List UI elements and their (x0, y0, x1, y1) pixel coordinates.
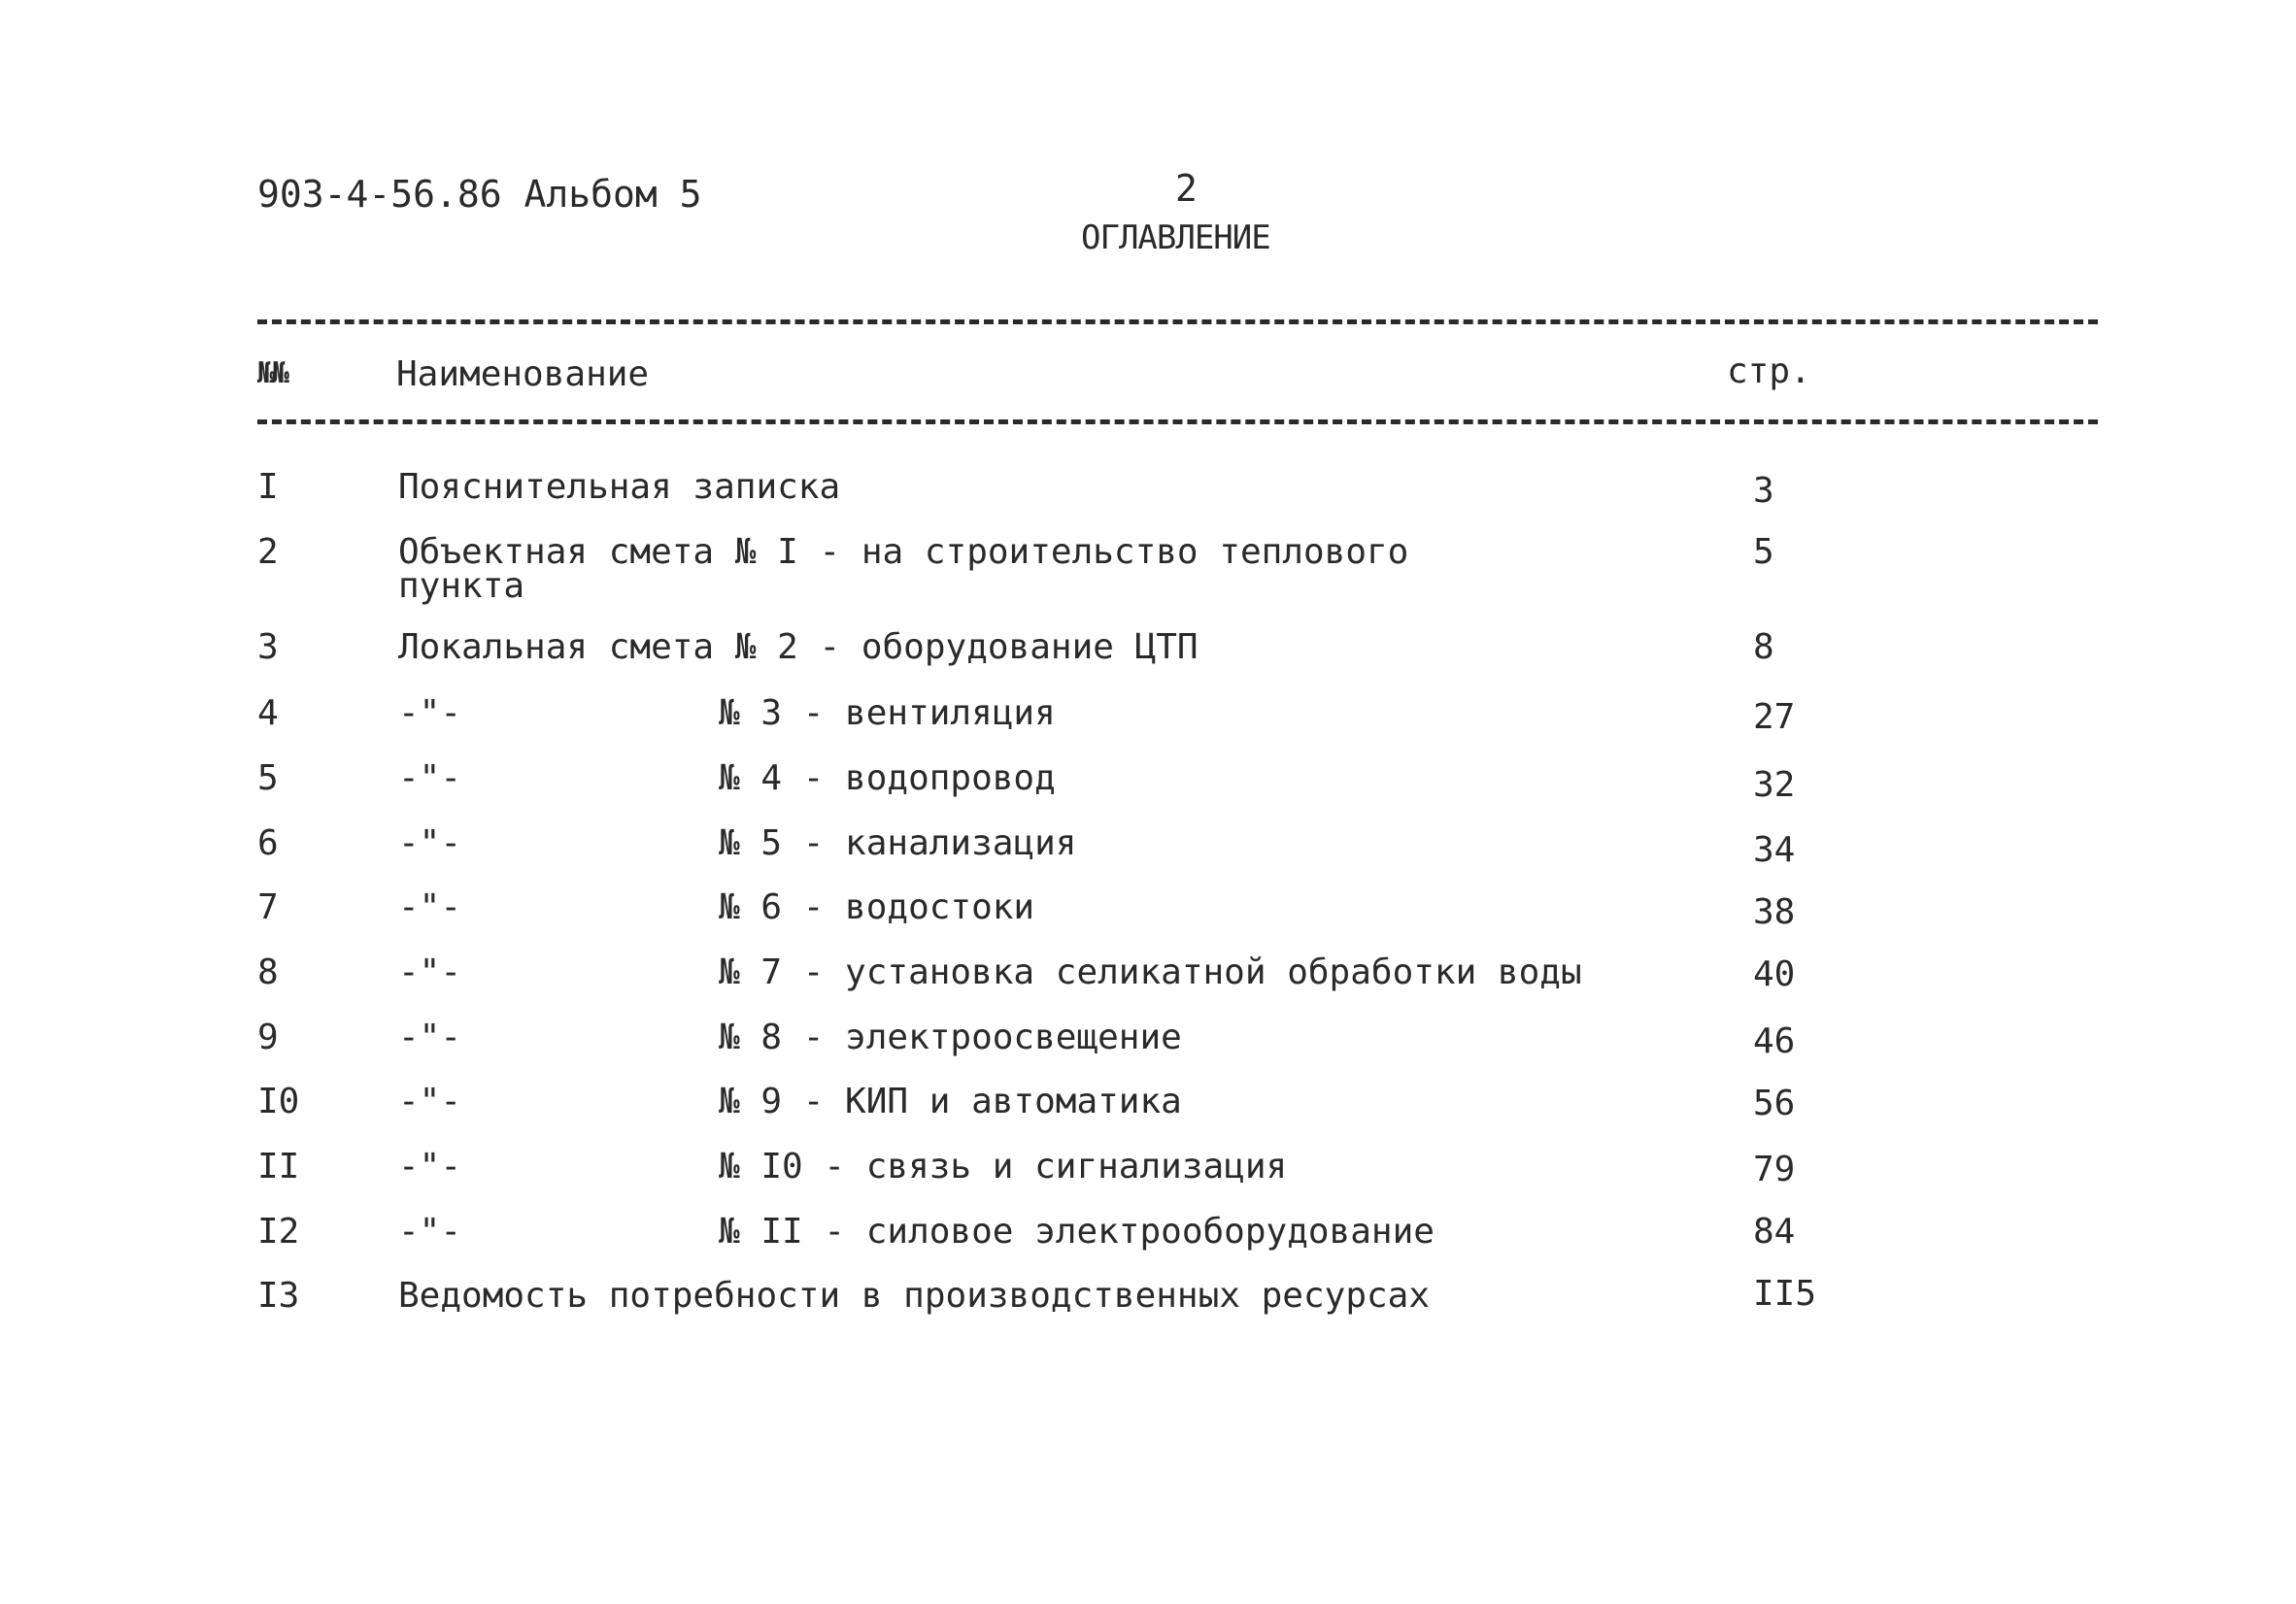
row-page: II5 (1753, 1274, 1817, 1314)
document-code: 903-4-56.86 Альбом 5 (257, 173, 702, 216)
row-title: Пояснительная записка (398, 467, 841, 507)
row-title-rest: № 8 - электроосвещение (719, 1018, 1182, 1057)
row-title-rest: № 6 - водостоки (719, 887, 1035, 927)
ditto-mark: -"- (398, 1018, 462, 1057)
row-title-rest: № 5 - канализация (719, 823, 1077, 863)
row-number: 5 (257, 758, 279, 798)
row-title: Локальная смета № 2 - оборудование ЦТП (398, 627, 1199, 667)
page-number: 2 (1175, 167, 1198, 210)
row-number: 3 (257, 627, 279, 667)
row-number: 4 (257, 693, 279, 733)
row-page: 79 (1753, 1150, 1796, 1189)
dashed-divider-bottom (257, 419, 2098, 424)
row-page: 8 (1753, 627, 1774, 667)
row-page: 46 (1753, 1021, 1796, 1061)
ditto-mark: -"- (398, 952, 462, 992)
row-number: I0 (257, 1082, 300, 1121)
row-number: 6 (257, 823, 279, 863)
row-number: I3 (257, 1276, 300, 1316)
ditto-mark: -"- (398, 1212, 462, 1252)
row-title-line-1: Объектная смета № I - на строительство теплового (398, 532, 1409, 572)
row-title-rest: № II - силовое электрооборудование (719, 1212, 1435, 1252)
row-page: 56 (1753, 1084, 1796, 1123)
row-title-rest: № 7 - установка селикатной обработки воды (719, 952, 1582, 992)
ditto-mark: -"- (398, 1082, 462, 1121)
row-page: 32 (1753, 765, 1796, 805)
column-header-name: Наименование (396, 354, 650, 394)
row-number: II (257, 1147, 300, 1186)
dashed-divider-top (257, 319, 2098, 324)
row-number: I2 (257, 1212, 300, 1252)
row-title-line-2: пункта (398, 566, 525, 606)
column-header-page: стр. (1727, 351, 1811, 391)
row-number: 9 (257, 1018, 279, 1057)
row-page: 40 (1753, 954, 1796, 994)
ditto-mark: -"- (398, 823, 462, 863)
ditto-mark: -"- (398, 693, 462, 733)
row-title-rest: № I0 - связь и сигнализация (719, 1147, 1288, 1186)
ditto-mark: -"- (398, 758, 462, 798)
row-title-rest: № 9 - КИП и автоматика (719, 1082, 1182, 1121)
column-header-number: №№ (257, 356, 287, 390)
row-title: Ведомость потребности в производственных ресурсах (398, 1276, 1431, 1316)
row-page: 3 (1753, 471, 1774, 511)
row-page: 84 (1753, 1212, 1796, 1252)
row-title-rest: № 4 - водопровод (719, 758, 1056, 798)
row-number: I (257, 467, 279, 507)
row-title-rest: № 3 - вентиляция (719, 693, 1056, 733)
ditto-mark: -"- (398, 887, 462, 927)
row-number: 7 (257, 887, 279, 927)
row-page: 5 (1753, 532, 1774, 572)
row-number: 2 (257, 532, 279, 572)
row-page: 27 (1753, 697, 1796, 737)
page-title: ОГЛАВЛЕНИЕ (1081, 218, 1270, 257)
row-page: 34 (1753, 830, 1796, 870)
row-number: 8 (257, 952, 279, 992)
ditto-mark: -"- (398, 1147, 462, 1186)
row-page: 38 (1753, 892, 1796, 932)
